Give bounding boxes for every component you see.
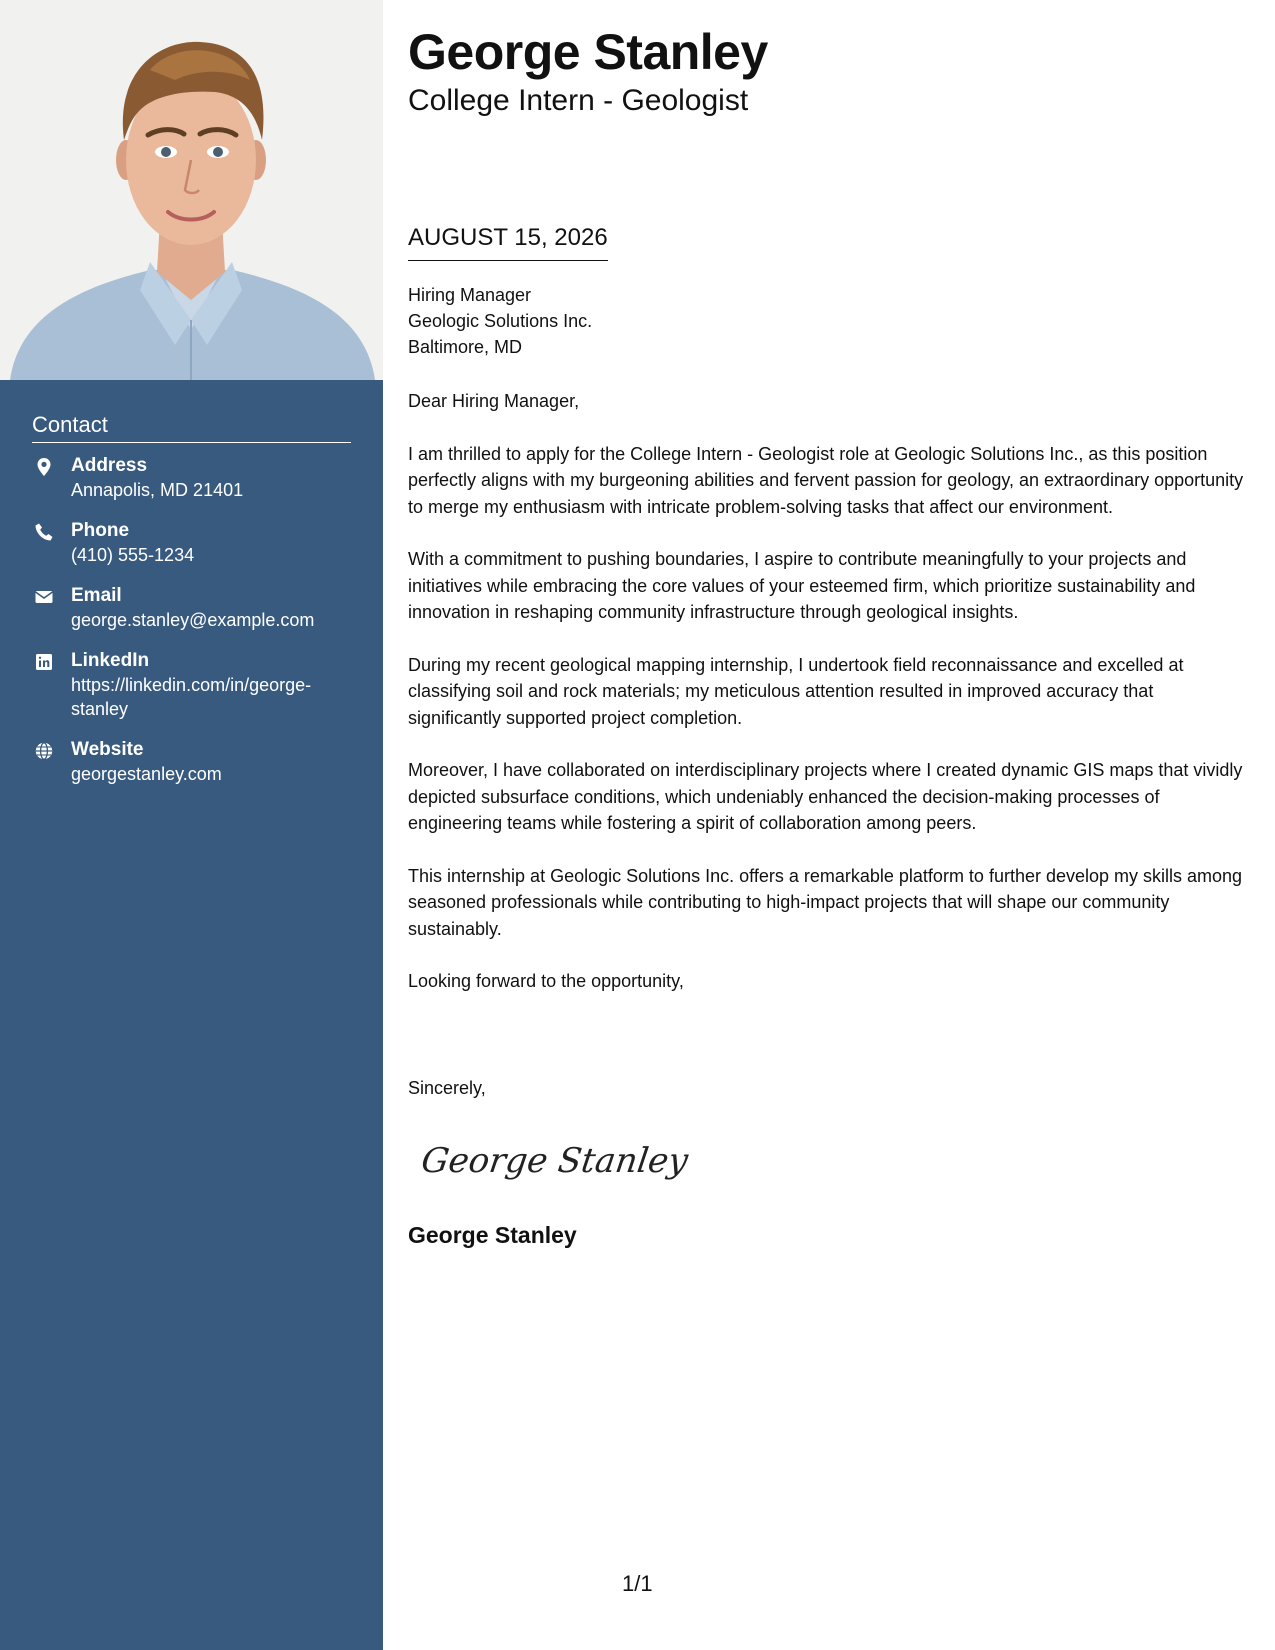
page-number: 1/1 xyxy=(622,1571,653,1596)
contact-heading: Contact xyxy=(32,412,351,443)
contact-website xyxy=(32,737,351,786)
letter-body xyxy=(408,388,1248,1021)
recipient-location: Baltimore, MD xyxy=(408,337,523,357)
portrait-photo xyxy=(0,0,383,380)
recipient-company: Geologic Solutions Inc. xyxy=(408,311,593,331)
globe-icon xyxy=(34,741,54,761)
signoff: Sincerely, xyxy=(408,1078,486,1098)
svg-text:George Stanley: George Stanley xyxy=(418,1141,691,1181)
recipient-title: Hiring Manager xyxy=(408,285,532,305)
contact-value: Annapolis, MD 21401 xyxy=(71,480,244,500)
letter-paragraph: Moreover, I have collaborated on interdisciplinary projects where I created dynamic GIS maps that vividly depicted subsurface conditions, which undeniably enhanced the decision-making processes of engineering teams while fostering a spirit of collaboration among peers. xyxy=(408,760,1243,833)
contact-value[interactable]: (410) 555-1234 xyxy=(71,545,195,565)
applicant-name: George Stanley xyxy=(408,24,768,80)
letter-paragraph: This internship at Geologic Solutions Inc. offers a remarkable platform to further develop my skills among seasoned professionals while contributing to high-impact projects that will shape our community sustainably. xyxy=(408,865,1243,939)
contact-label: Website xyxy=(71,739,144,760)
closing-line: Looking forward to the opportunity, xyxy=(408,971,684,991)
signer-name: George Stanley xyxy=(408,1222,577,1248)
recipient-block xyxy=(408,282,592,360)
contact-value[interactable]: georgestanley.com xyxy=(71,764,222,784)
location-pin-icon xyxy=(34,457,54,477)
letter-date: AUGUST 15, 2026 xyxy=(408,222,608,261)
applicant-role: College Intern - Geologist xyxy=(408,84,749,117)
contact-value[interactable]: george.stanley@example.com xyxy=(71,610,315,630)
handwritten-signature xyxy=(418,1130,691,1190)
sidebar xyxy=(0,0,383,1650)
envelope-icon xyxy=(34,587,54,607)
contact-list xyxy=(32,453,351,786)
contact-email xyxy=(32,583,351,632)
contact-label: Address xyxy=(71,455,148,476)
contact-label: Email xyxy=(71,585,122,606)
letter-paragraph: With a commitment to pushing boundaries, I aspire to contribute meaningfully to your projects and initiatives while embracing the core values of your esteemed firm, which prioritize sustainability and innovation in reshaping community infrastructure through geological insights. xyxy=(408,549,1196,622)
salutation: Dear Hiring Manager, xyxy=(408,391,580,411)
linkedin-icon xyxy=(34,652,54,672)
letter-paragraph: I am thrilled to apply for the College Intern - Geologist role at Geologic Solutions Inc., as this position perfectly aligns with my burgeoning abilities and fervent passion for geology, an extraordinary opportunity to merge my enthusiasm with intricate problem-solving tasks that affect our environment. xyxy=(408,443,1244,517)
contact-linkedin xyxy=(32,648,351,721)
contact-phone xyxy=(32,518,351,567)
contact-value[interactable]: https://linkedin.com/in/george-stanley xyxy=(71,675,312,719)
phone-icon xyxy=(34,522,54,542)
letter-paragraph: During my recent geological mapping internship, I undertook field reconnaissance and excelled at classifying soil and rock materials; my meticulous attention resulted in improved accuracy that significantly supported project completion. xyxy=(408,654,1184,728)
contact-label: Phone xyxy=(71,520,130,541)
contact-label: LinkedIn xyxy=(71,650,150,671)
contact-section xyxy=(32,412,351,802)
contact-address xyxy=(32,453,351,502)
